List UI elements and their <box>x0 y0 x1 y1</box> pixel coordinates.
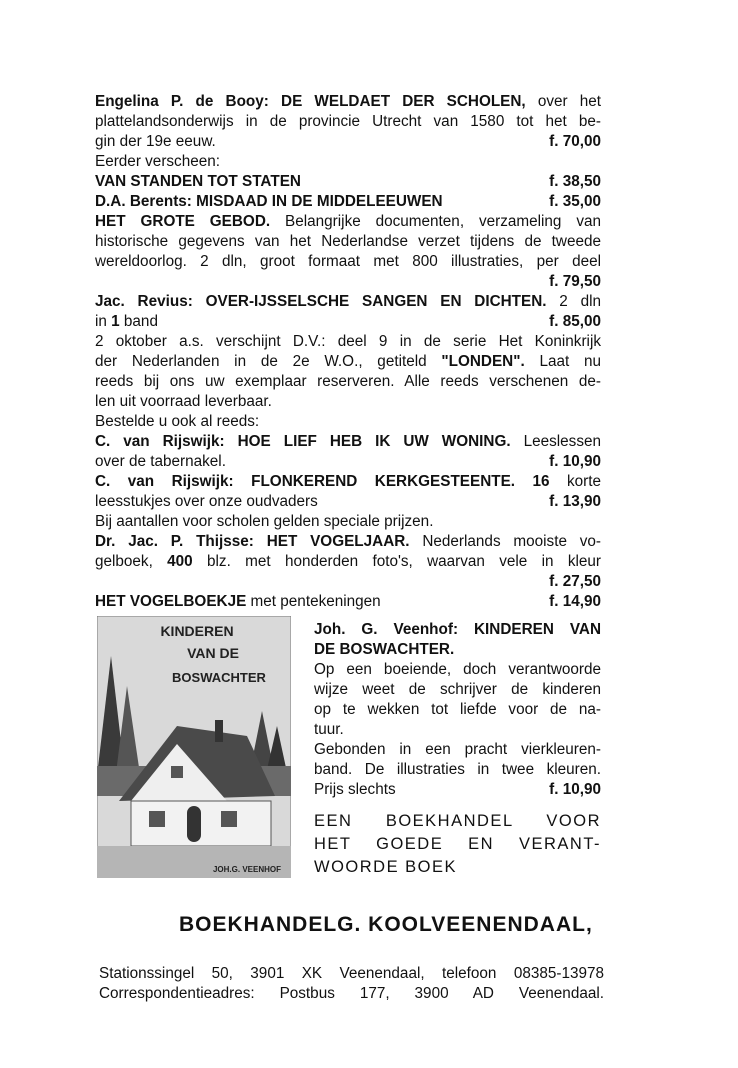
eerder-verscheen: Eerder verscheen: <box>95 153 220 170</box>
veenhof-desc-4: tuur. <box>314 721 344 738</box>
book-title: DE WELDAET DER SCHOLEN, <box>281 93 526 110</box>
author: Dr. Jac. P. Thijsse: <box>95 533 254 550</box>
description: met pentekeningen <box>250 593 381 610</box>
listing-booy-line2: plattelandsonderwijs in de provincie Utrecht van 1580 tot het be- <box>95 113 601 130</box>
listing-gebod-line1 <box>95 212 601 232</box>
price: f. 38,50 <box>549 173 601 190</box>
price: f. 85,00 <box>549 313 601 330</box>
listing-booy-line3 <box>95 132 601 152</box>
address-block <box>99 964 604 1004</box>
cover-title-line1: KINDEREN <box>160 623 234 639</box>
price: f. 79,50 <box>549 273 601 290</box>
price: f. 10,90 <box>549 781 601 798</box>
announce-line4: len uit voorraad leverbaar. <box>95 393 272 410</box>
address-line1: Stationssingel 50, 3901 XK Veenendaal, telefoon 08385-13978 <box>99 965 604 982</box>
description: in <box>95 313 107 330</box>
description: 2 dln <box>559 293 601 310</box>
veenhof-listing <box>314 620 601 800</box>
veenhof-title-line1: Joh. G. Veenhof: KINDEREN VAN <box>314 621 601 638</box>
price: f. 10,90 <box>549 453 601 470</box>
author: Engelina P. de Booy: <box>95 93 269 110</box>
scholen-note: Bij aantallen voor scholen gelden speciale prijzen. <box>95 513 434 530</box>
book-listings <box>95 92 601 612</box>
author: C. van Rijswijk: <box>95 433 225 450</box>
description: korte <box>567 473 602 490</box>
book-cover-image <box>97 616 291 878</box>
shop-name: BOEKHANDELG. KOOLVEENENDAAL, <box>179 913 593 936</box>
announce-line3: reeds bij ons uw exemplaar reserveren. Alle reeds verschenen de- <box>95 373 601 390</box>
description: blz. met honderden foto's, waarvan vele in kleur <box>207 553 602 570</box>
price: f. 14,90 <box>549 593 601 610</box>
listing-flonkerend-line1 <box>95 472 601 492</box>
listing-gebod-line2: historische gegevens van het Nederlandse verzet tijdens de tweede <box>95 233 601 250</box>
cover-title-line2: VAN DE <box>187 645 239 661</box>
description: gin der 19e eeuw. <box>95 133 216 150</box>
veenhof-desc-2: wijze weet de schrijver de kinderen <box>314 681 601 698</box>
announce-line1: 2 oktober a.s. verschijnt D.V.: deel 9 in de serie Het Koninkrijk <box>95 333 601 350</box>
veenhof-desc-3: op te wekken tot liefde voor de na- <box>314 701 601 718</box>
veenhof-desc-6: band. De illustraties in twee kleuren. <box>314 761 601 778</box>
address-line2: Correspondentieadres: Postbus 177, 3900 AD Veenendaal. <box>99 985 604 1002</box>
slogan <box>314 810 601 879</box>
volume-count: 1 <box>111 313 120 330</box>
book-title: OVER-IJSSELSCHE SANGEN EN DICHTEN. <box>205 293 547 310</box>
book-title: HET VOGELBOEKJE <box>95 593 247 610</box>
description: gelboek, <box>95 553 153 570</box>
listing-woning-line2 <box>95 452 601 472</box>
description: Leeslessen <box>523 433 601 450</box>
listing-thijsse-price-row <box>95 572 601 592</box>
description: over de tabernakel. <box>95 453 226 470</box>
price: f. 35,00 <box>549 193 601 210</box>
price: f. 13,90 <box>549 493 601 510</box>
book-title: FLONKEREND KERKGESTEENTE. <box>251 473 516 490</box>
listing-vogelboekje <box>95 592 601 612</box>
slogan-line3: WOORDE BOEK <box>314 858 458 876</box>
book-title: MISDAAD IN DE MIDDELEEUWEN <box>196 193 443 210</box>
slogan-line1: EEN BOEKHANDEL VOOR <box>314 812 601 830</box>
listing-thijsse-line1 <box>95 532 601 552</box>
listing-booy-line1 <box>95 92 601 112</box>
author: Jac. Revius: <box>95 293 193 310</box>
author: D.A. Berents: <box>95 193 192 210</box>
veenhof-title-line2: DE BOSWACHTER. <box>314 641 455 658</box>
description: Nederlands mooiste vo- <box>422 533 602 550</box>
book-title: HET GROTE GEBOD. <box>95 213 271 230</box>
author: C. van Rijswijk: <box>95 473 234 490</box>
listing-woning-line1 <box>95 432 601 452</box>
veenhof-desc-5: Gebonden in een pracht vierkleuren- <box>314 741 601 758</box>
slogan-line2: HET GOEDE EN VERANT- <box>314 835 601 853</box>
price: f. 27,50 <box>549 573 601 590</box>
cover-title-line3: BOSWACHTER <box>172 670 266 685</box>
announce-text: Laat nu <box>539 353 602 370</box>
price: f. 70,00 <box>549 133 601 150</box>
description: band <box>123 313 158 330</box>
book-title: HET VOGELJAAR. <box>266 533 410 550</box>
listing-gebod-price-row <box>95 272 601 292</box>
page-count: 400 <box>167 553 193 570</box>
count: 16 <box>532 473 550 490</box>
listing-flonkerend-line2 <box>95 492 601 512</box>
listing-berents <box>95 192 601 212</box>
listing-thijsse-line2 <box>95 552 601 572</box>
veenhof-price-row <box>314 780 601 800</box>
cover-signature: JOH.G. VEENHOF <box>212 865 282 874</box>
listing-revius-line2 <box>95 312 601 332</box>
book-title: VAN STANDEN TOT STATEN <box>95 173 301 190</box>
bestelde-heading: Bestelde u ook al reeds: <box>95 413 260 430</box>
description: over het <box>537 93 602 110</box>
description: leesstukjes over onze oudvaders <box>95 493 318 510</box>
listing-gebod-line3: wereldoorlog. 2 dln, groot formaat met 800 illustraties, per deel <box>95 253 601 270</box>
book-title: "LONDEN". <box>441 353 525 370</box>
veenhof-desc-1: Op een boeiende, doch verantwoorde <box>314 661 601 678</box>
listing-revius-line1 <box>95 292 601 312</box>
listing-standen <box>95 172 601 192</box>
announce-line2 <box>95 352 601 372</box>
description: Prijs slechts <box>314 781 396 798</box>
announce-text: der Nederlanden in de 2e W.O., getiteld <box>95 353 427 370</box>
book-title: HOE LIEF HEB IK UW WONING. <box>237 433 511 450</box>
description: Belangrijke documenten, verzameling van <box>285 213 602 230</box>
